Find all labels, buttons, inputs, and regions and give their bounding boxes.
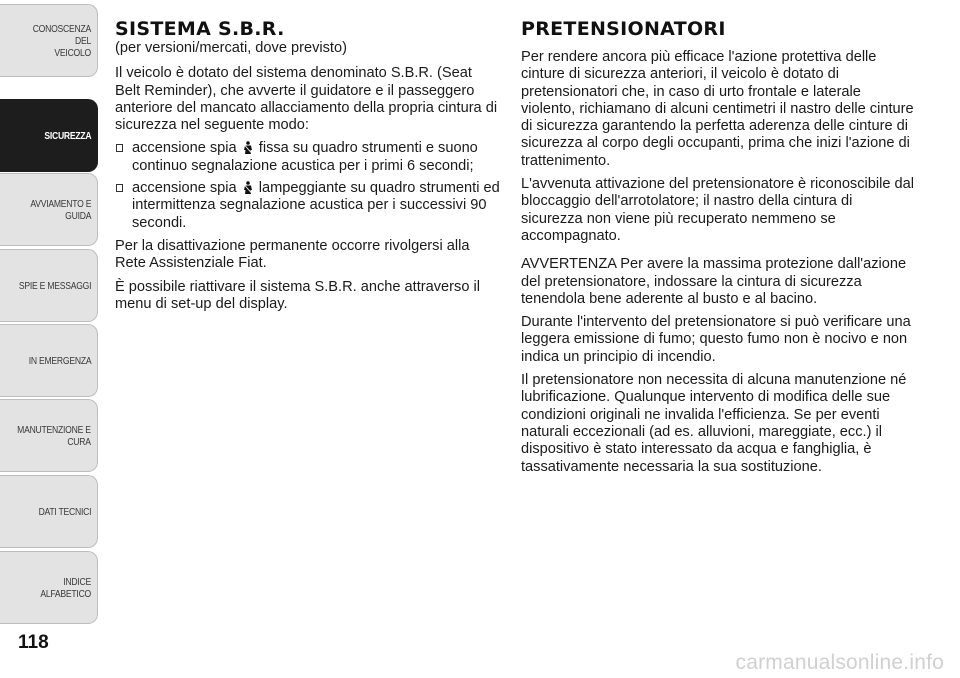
tab-avviamento-e-guida[interactable]: [0, 173, 98, 246]
seatbelt-warning-icon: [242, 141, 254, 154]
pretensioners-paragraph: Durante l'intervento del pretensionatore si può verificare una leggera emissione di fumo; questo fumo non è nocivo e non indica un principio di incendio.: [521, 314, 911, 365]
page-number: 118: [18, 632, 49, 653]
list-item: [115, 180, 500, 232]
tab-label: INDICE ALFABETICO: [40, 575, 91, 600]
tab-manutenzione-e-cura[interactable]: [0, 399, 98, 472]
checkbox-bullet-icon: [116, 184, 123, 192]
tab-label: SICUREZZA: [43, 129, 91, 142]
tab-label: SPIE E MESSAGGI: [18, 279, 91, 292]
sbr-bullet-list: [115, 140, 500, 231]
pretensioners-title: PRETENSIONATORI: [521, 18, 726, 40]
sbr-title: SISTEMA S.B.R.: [115, 18, 285, 40]
pretensioners-paragraph: Il pretensionatore non necessita di alcuna manutenzione né lubrificazione. Qualunque intervento di modifica delle sue condizioni originali ne invalida l'efficienza. Se per eventi naturali eccezionali (ad es. alluvioni, mareggiate, ecc.) il dispositivo è stato interessato da acqua e fanghiglia, è tassativamente necessaria la sua sostituzione.: [521, 372, 907, 475]
tab-label: DATI TECNICI: [38, 505, 91, 518]
pretensioners-warning: AVVERTENZA Per avere la massima protezione dall'azione del pretensionatore, indossare la cintura di sicurezza tenendola bene aderente al busto e al bacino.: [521, 256, 907, 307]
tab-in-emergenza[interactable]: [0, 324, 98, 397]
chapter-sidebar: [0, 0, 100, 640]
tab-spie-e-messaggi[interactable]: [0, 249, 98, 322]
sbr-section: [115, 18, 500, 319]
bullet-text-start: accensione spia: [132, 140, 241, 157]
tab-indice-alfabetico[interactable]: [0, 551, 98, 624]
tab-conoscenza-del-veicolo[interactable]: [0, 4, 98, 77]
bullet-text-end: fissa su quadro strumenti e suono continuo segnalazione acustica per i primi 6 secondi;: [132, 140, 478, 174]
checkbox-bullet-icon: [116, 144, 123, 152]
watermark: carmanualsonline.info: [735, 651, 944, 674]
sbr-reenable-paragraph: È possibile riattivare il sistema S.B.R. anche attraverso il menu di set-up del display.: [115, 278, 480, 312]
pretensioners-section: [521, 18, 916, 482]
seatbelt-warning-icon: [242, 181, 254, 194]
bullet-text-end: lampeggiante su quadro strumenti ed intermittenza segnalazione acustica per i successivi 90 secondi.: [132, 180, 500, 231]
pretensioners-paragraph: L'avvenuta attivazione del pretensionatore è riconoscibile dal bloccaggio dell'arrotolatore; il nastro della cintura di sicurezza non viene più recuperato nemmeno se accompagnato.: [521, 176, 915, 244]
pretensioners-paragraph: Per rendere ancora più efficace l'azione protettiva delle cinture di sicurezza anteriori, il veicolo è dotato di pretensionatori che, in caso di urto frontale e laterale violento, richiamano di alcuni centimetri il nastro delle cinture di sicurezza garantendo la perfetta aderenza delle cinture di sicurezza al corpo degli occupanti, prima che inizi l'azione di trattenimento.: [521, 49, 914, 169]
sbr-disable-paragraph: Per la disattivazione permanente occorre rivolgersi alla Rete Assistenziale Fiat.: [115, 237, 470, 272]
tab-label: AVVIAMENTO E GUIDA: [30, 197, 91, 222]
tab-label: MANUTENZIONE E CURA: [17, 423, 91, 448]
sbr-intro: Il veicolo è dotato del sistema denominato S.B.R. (Seat Belt Reminder), che avverte il guidatore e il passeggero anteriore del mancato allacciamento della propria cintura di sicurezza nel seguente modo:: [115, 65, 498, 134]
list-item: [115, 140, 500, 175]
tab-label: IN EMERGENZA: [28, 354, 91, 367]
sbr-subtitle: (per versioni/mercati, dove previsto): [115, 40, 347, 56]
tab-label: CONOSCENZA DEL VEICOLO: [32, 22, 91, 59]
tab-sicurezza[interactable]: [0, 99, 98, 172]
bullet-text-start: accensione spia: [132, 180, 241, 197]
tab-dati-tecnici[interactable]: [0, 475, 98, 548]
